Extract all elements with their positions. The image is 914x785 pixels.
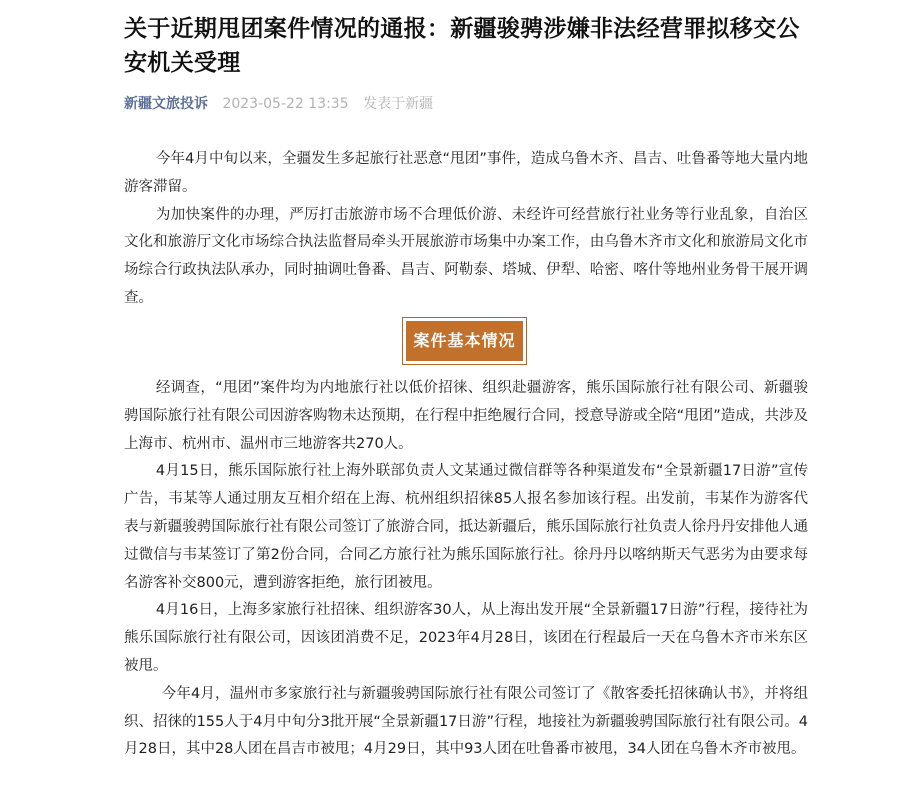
section-heading: 案件基本情况 — [406, 321, 523, 361]
publish-time: 2023-05-22 13:35 — [222, 96, 349, 112]
intro-paragraph-1: 今年4月中旬以来，全疆发生多起旅行社恶意“甩团”事件，造成乌鲁木齐、昌吉、吐鲁番等地大量内地游客滞留。 — [124, 151, 808, 195]
article-title: 关于近期甩团案件情况的通报：新疆骏骋涉嫌非法经营罪拟移交公安机关受理 — [124, 16, 800, 76]
account-name-link[interactable]: 新疆文旅投诉 — [124, 96, 208, 112]
intro-section — [124, 146, 808, 313]
case-section — [124, 375, 808, 764]
article-meta — [124, 94, 433, 114]
publish-location: 发表于新疆 — [363, 96, 434, 112]
case-paragraph-4: 今年4月，温州市多家旅行社与新疆骏骋国际旅行社有限公司签订了《散客委托招徕确认书》，并将组织、招徕的155人于4月中旬分3批开展“全景新疆17日游”行程，地接社为新疆骏骋国际旅行社有限公司。4月28日，其中28人团在昌吉市被甩；4月29日，其中93人团在吐鲁番市被甩，34人团在乌鲁木齐市被甩。 — [124, 685, 808, 758]
case-paragraph-3: 4月16日，上海多家旅行社招徕、组织游客30人，从上海出发开展“全景新疆17日游”行程，接待社为熊乐国际旅行社有限公司，因该团消费不足，2023年4月28日，该团在行程最后一天在乌鲁木齐市米东区被甩。 — [124, 602, 808, 674]
case-paragraph-1: 经调查，“甩团”案件均为内地旅行社以低价招徕、组织赴疆游客，熊乐国际旅行社有限公司、新疆骏骋国际旅行社有限公司因游客购物未达预期，在行程中拒绝履行合同，授意导游或全陪“甩团”造成，共涉及上海市、杭州市、温州市三地游客共270人。 — [124, 380, 808, 452]
intro-paragraph-2: 为加快案件的办理，严厉打击旅游市场不合理低价游、未经许可经营旅行社业务等行业乱象，自治区文化和旅游厅文化市场综合执法监督局牵头开展旅游市场集中办案工作，由乌鲁木齐市文化和旅游局文化市场综合行政执法队承办，同时抽调吐鲁番、昌吉、阿勒泰、塔城、伊犁、哈密、喀什等地州业务骨干展开调查。 — [124, 206, 808, 306]
case-paragraph-2: 4月15日，熊乐国际旅行社上海外联部负责人文某通过微信群等各种渠道发布“全景新疆17日游”宣传广告，韦某等人通过朋友互相介绍在上海、杭州组织招徕85人报名参加该行程。出发前，韦某作为游客代表与新疆骏骋国际旅行社有限公司签订了旅游合同，抵达新疆后，熊乐国际旅行社负责人徐丹丹安排他人通过微信与韦某签订了第2份合同，合同乙方旅行社为熊乐国际旅行社。徐丹丹以喀纳斯天气恶劣为由要求每名游客补交800元，遭到游客拒绝，旅行团被甩。 — [124, 463, 808, 591]
section-heading-box — [402, 317, 527, 365]
